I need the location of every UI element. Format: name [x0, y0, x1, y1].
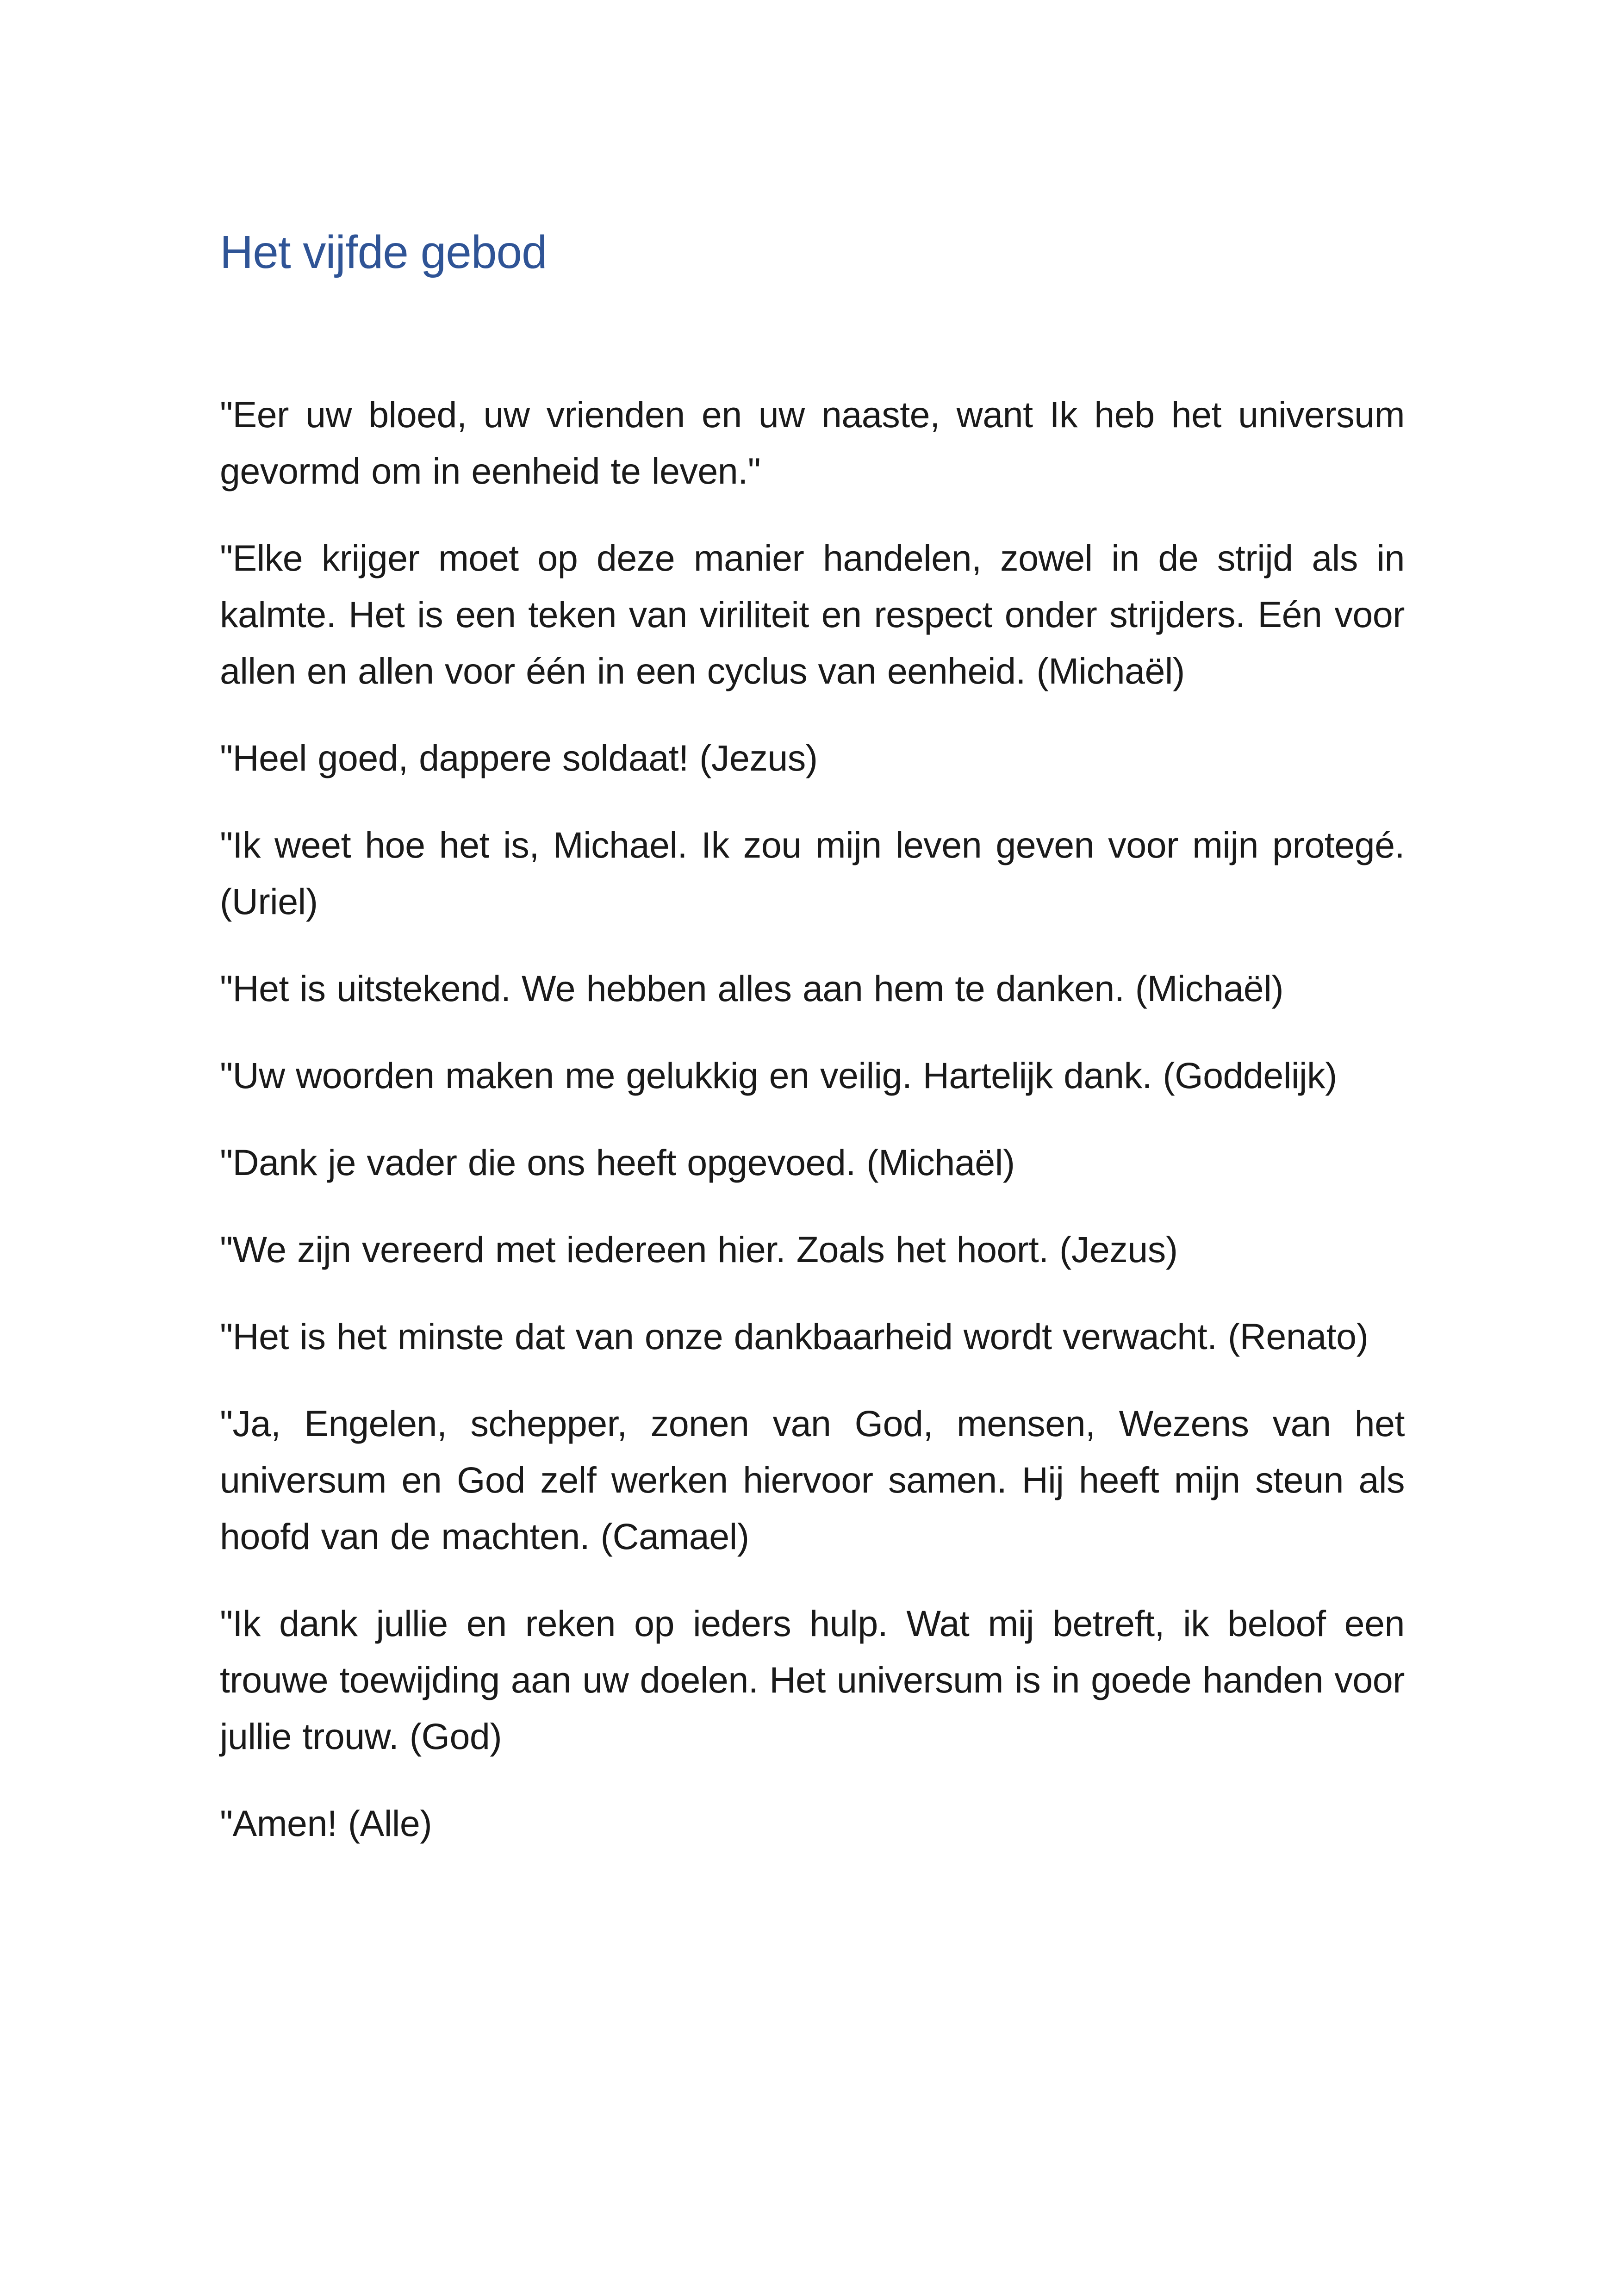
paragraph: "We zijn vereerd met iedereen hier. Zoals het hoort. (Jezus) — [220, 1229, 1178, 1270]
paragraph: "Eer uw bloed, uw vrienden en uw naaste, want Ik heb het universum gevormd om in eenheid te leven." — [220, 394, 1405, 492]
document-body — [220, 211, 1405, 1882]
document-title: Het vijfde gebod — [220, 226, 547, 278]
paragraph: "Dank je vader die ons heeft opgevoed. (Michaël) — [220, 1142, 1015, 1183]
paragraph: "Ik dank jullie en reken op ieders hulp. Wat mij betreft, ik beloof een trouwe toewijding aan uw doelen. Het universum is in goede handen voor jullie trouw. (God) — [220, 1603, 1405, 1757]
paragraph: "Het is uitstekend. We hebben alles aan hem te danken. (Michaël) — [220, 968, 1284, 1009]
paragraph: "Heel goed, dappere soldaat! (Jezus) — [220, 737, 818, 778]
paragraph: "Amen! (Alle) — [220, 1803, 432, 1844]
paragraph: "Het is het minste dat van onze dankbaarheid wordt verwacht. (Renato) — [220, 1316, 1369, 1357]
paragraph: "Ja, Engelen, schepper, zonen van God, mensen, Wezens van het universum en God zelf werken hiervoor samen. Hij heeft mijn steun als hoofd van de machten. (Camael) — [220, 1403, 1405, 1557]
paragraph: "Ik weet hoe het is, Michael. Ik zou mijn leven geven voor mijn protegé. (Uriel) — [220, 824, 1405, 922]
paragraph: "Elke krijger moet op deze manier handelen, zowel in de strijd als in kalmte. Het is een teken van viriliteit en respect onder strijders. Eén voor allen en allen voor één in een cyclus van eenheid. (Michaël) — [220, 537, 1405, 691]
paragraph: "Uw woorden maken me gelukkig en veilig. Hartelijk dank. (Goddelijk) — [220, 1055, 1337, 1096]
